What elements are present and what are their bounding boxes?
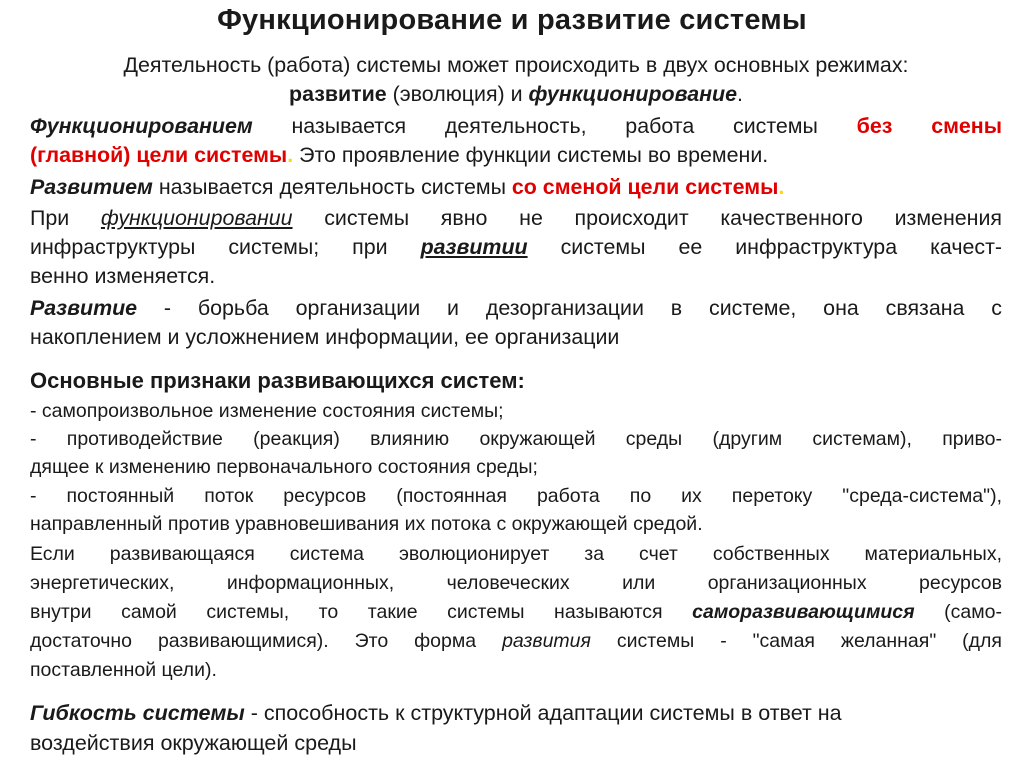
page-title: Функционирование и развитие системы xyxy=(217,4,807,36)
highlight-main-goal: (главной) цели системы xyxy=(30,143,288,167)
term-development-underlined: развитии xyxy=(420,235,528,259)
term-development-struggle: Развитие xyxy=(30,296,138,320)
term-functioning: функционирование xyxy=(528,82,738,106)
flexibility-line-2: воздействия окружающей среды xyxy=(30,731,357,755)
term-functioning-def: Функционированием xyxy=(30,114,253,138)
term-development: развитие xyxy=(289,82,387,106)
self-dev-line-1: Если развивающаяся система эволюционирует за счет собственных материальных, xyxy=(30,543,1002,565)
sign-item-2-line-1: - противодействие (реакция) влиянию окружающей среды (другим системам), приво- xyxy=(30,428,1002,450)
intro-line-2: развитие (эволюция) и функционирование. xyxy=(289,82,743,106)
sign-item-2-line-2: дящее к изменению первоначального состояния среды; xyxy=(30,456,538,478)
self-dev-line-5: поставленной цели). xyxy=(30,659,217,681)
sign-item-1: - самопроизвольное изменение состояния системы; xyxy=(30,400,504,422)
highlight-no-change: без смены xyxy=(856,114,1002,138)
sign-item-3-line-2: направленный против уравновешивания их потока с окружающей средой. xyxy=(30,513,703,535)
term-self-developing: саморазвивающимися xyxy=(692,601,915,623)
struggle-line-1: Развитие - борьба организации и дезорганизации в системе, она связана с xyxy=(30,296,1002,320)
def-development: Развитием называется деятельность системы со сменой цели системы. xyxy=(30,175,785,199)
self-dev-line-4: достаточно развивающимися). Это форма развития системы - "самая желанная" (для xyxy=(30,630,1002,652)
intro-line-1: Деятельность (работа) системы может происходить в двух основных режимах: xyxy=(123,53,909,77)
term-flexibility: Гибкость системы xyxy=(30,701,245,725)
highlight-goal-change: со сменой цели системы xyxy=(511,175,779,199)
signs-heading: Основные признаки развивающихся систем: xyxy=(30,368,525,393)
contrast-line-3: венно изменяется. xyxy=(30,264,216,288)
def-functioning-line-2: (главной) цели системы. Это проявление функции системы во времени. xyxy=(30,143,769,167)
self-dev-line-3: внутри самой системы, то такие системы называются саморазвивающимися (само- xyxy=(30,601,1002,623)
contrast-line-1: При функционировании системы явно не происходит качественного изменения xyxy=(30,206,1003,230)
sign-item-3-line-1: - постоянный поток ресурсов (постоянная работа по их перетоку "среда-система"), xyxy=(30,485,1002,507)
struggle-line-2: накоплением и усложнением информации, ее организации xyxy=(30,325,620,349)
term-development-def: Развитием xyxy=(30,175,153,199)
flexibility-line-1: Гибкость системы - способность к структурной адаптации системы в ответ на xyxy=(30,701,842,725)
contrast-line-2: инфраструктуры системы; при развитии системы ее инфраструктура качест- xyxy=(30,235,1002,259)
self-dev-line-2: энергетических, информационных, человеческих или организационных ресурсов xyxy=(30,572,1002,594)
term-functioning-underlined: функционировании xyxy=(100,206,293,230)
def-functioning-line-1: Функционированием называется деятельность, работа системы без смены xyxy=(30,114,1002,138)
term-development-form: развития xyxy=(502,630,591,652)
